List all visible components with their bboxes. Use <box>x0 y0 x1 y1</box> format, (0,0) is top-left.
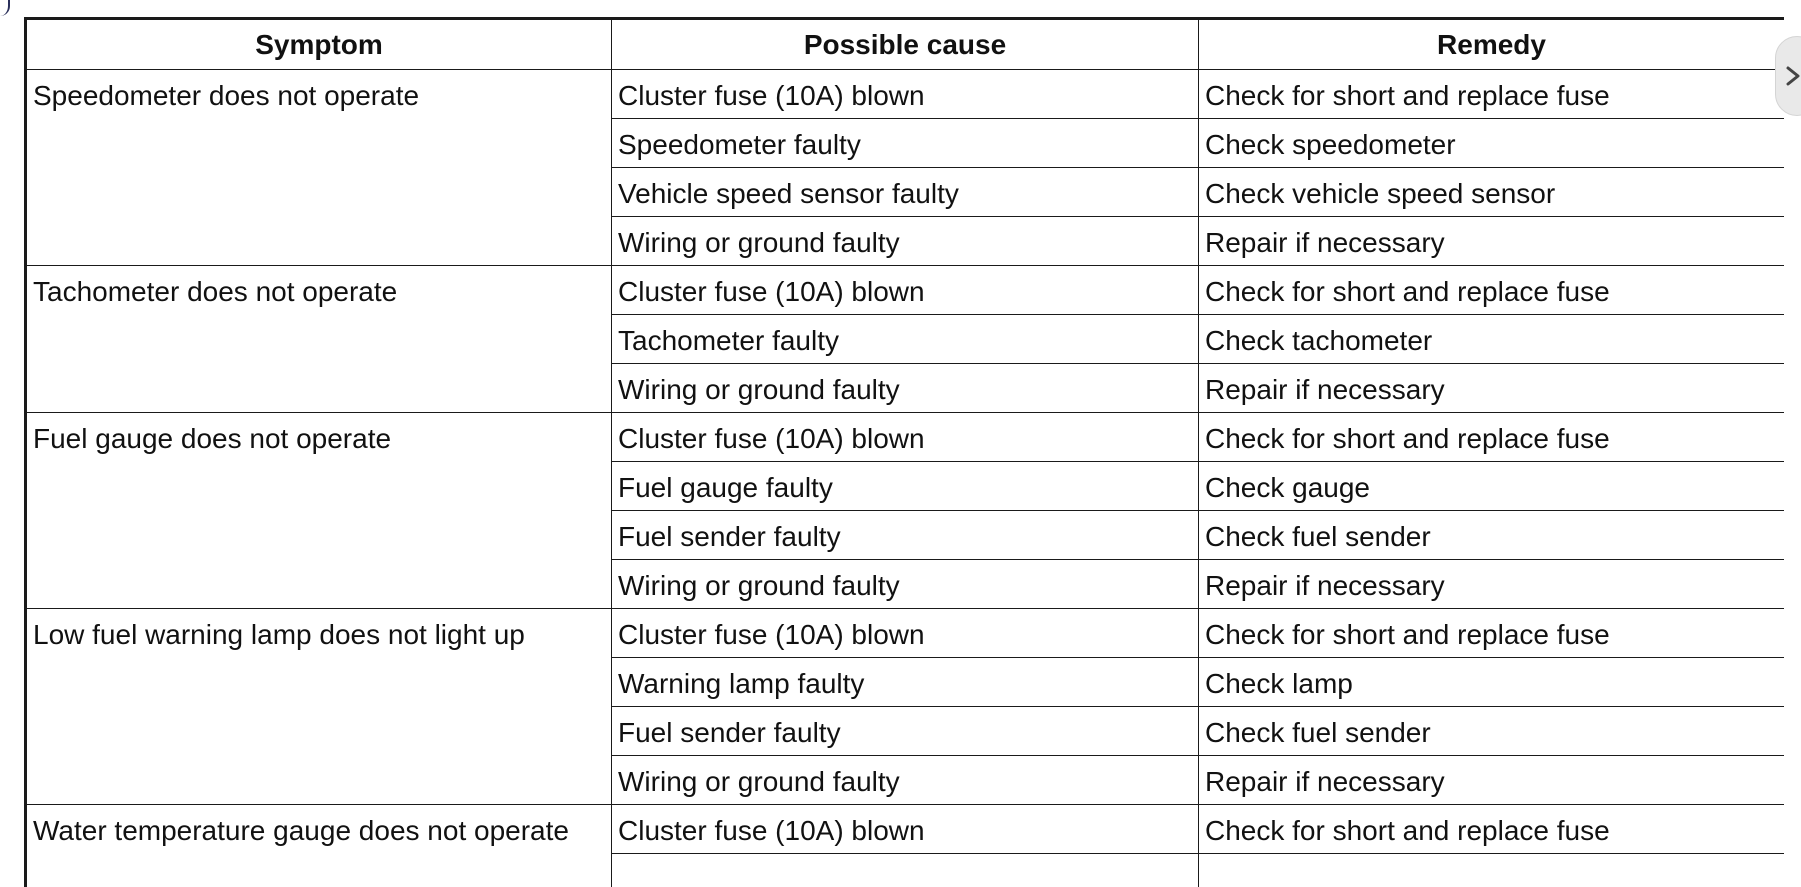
cause-cell: Wiring or ground faulty <box>612 756 1199 805</box>
cause-cell: Wiring or ground faulty <box>612 560 1199 609</box>
symptom-cell: Low fuel warning lamp does not light up <box>26 609 612 805</box>
cause-cell: Fuel sender faulty <box>612 707 1199 756</box>
remedy-cell: Check for short and replace fuse <box>1199 70 1785 119</box>
remedy-cell: Check speedometer <box>1199 119 1785 168</box>
table-row <box>26 70 1785 119</box>
cause-cell: Tachometer faulty <box>612 315 1199 364</box>
remedy-cell: Check for short and replace fuse <box>1199 805 1785 854</box>
cause-cell: Warning lamp faulty <box>612 658 1199 707</box>
cause-cell: Wiring or ground faulty <box>612 217 1199 266</box>
table-body <box>26 70 1785 887</box>
cause-cell: Cluster fuse (10A) blown <box>612 70 1199 119</box>
table-row <box>26 413 1785 462</box>
remedy-cell: Repair if necessary <box>1199 560 1785 609</box>
next-arrow-button[interactable] <box>1775 36 1801 116</box>
corner-mark <box>0 0 10 16</box>
table-row <box>26 609 1785 658</box>
header-possible-cause: Possible cause <box>612 19 1199 70</box>
remedy-cell: Check fuel sender <box>1199 707 1785 756</box>
cause-cell: Cluster fuse (10A) blown <box>612 413 1199 462</box>
symptom-cell: Water temperature gauge does not operate <box>26 805 612 887</box>
cause-cell: Speedometer faulty <box>612 119 1199 168</box>
cause-cell: Cluster fuse (10A) blown <box>612 805 1199 854</box>
header-row <box>26 19 1785 70</box>
remedy-cell: Check tachometer <box>1199 315 1785 364</box>
remedy-cell: Check lamp <box>1199 658 1785 707</box>
troubleshooting-table-container <box>24 17 1784 887</box>
remedy-cell: Check for short and replace fuse <box>1199 609 1785 658</box>
table-row <box>26 266 1785 315</box>
header-symptom: Symptom <box>26 19 612 70</box>
remedy-cell: Check for short and replace fuse <box>1199 413 1785 462</box>
cause-cell: Fuel gauge faulty <box>612 462 1199 511</box>
chevron-right-icon <box>1782 65 1801 87</box>
cause-cell: Wiring or ground faulty <box>612 364 1199 413</box>
remedy-cell: Check for short and replace fuse <box>1199 266 1785 315</box>
cause-cell: Cluster fuse (10A) blown <box>612 609 1199 658</box>
remedy-cell: Check vehicle speed sensor <box>1199 168 1785 217</box>
cause-cell <box>612 854 1199 887</box>
remedy-cell: Check fuel sender <box>1199 511 1785 560</box>
remedy-cell <box>1199 854 1785 887</box>
cause-cell: Cluster fuse (10A) blown <box>612 266 1199 315</box>
troubleshooting-table <box>24 17 1784 887</box>
remedy-cell: Repair if necessary <box>1199 217 1785 266</box>
remedy-cell: Check gauge <box>1199 462 1785 511</box>
header-remedy: Remedy <box>1199 19 1785 70</box>
table-row <box>26 805 1785 854</box>
cause-cell: Vehicle speed sensor faulty <box>612 168 1199 217</box>
remedy-cell: Repair if necessary <box>1199 756 1785 805</box>
symptom-cell: Fuel gauge does not operate <box>26 413 612 609</box>
cause-cell: Fuel sender faulty <box>612 511 1199 560</box>
symptom-cell: Tachometer does not operate <box>26 266 612 413</box>
remedy-cell: Repair if necessary <box>1199 364 1785 413</box>
symptom-cell: Speedometer does not operate <box>26 70 612 266</box>
